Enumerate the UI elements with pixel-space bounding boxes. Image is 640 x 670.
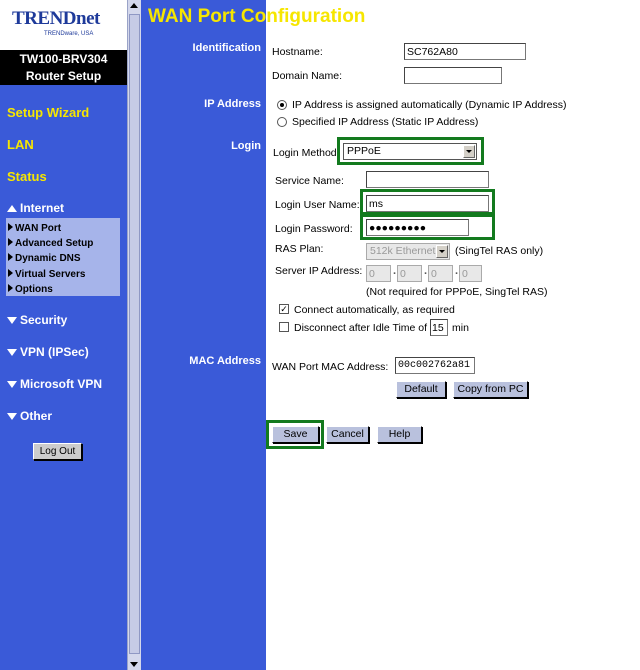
server-ip-octet-2[interactable] (397, 265, 422, 282)
ras-plan-note: (SingTel RAS only) (455, 245, 544, 257)
section-mac-address: MAC Address (189, 355, 261, 367)
nav-status[interactable]: Status (7, 169, 47, 184)
triangle-right-icon (8, 253, 13, 261)
ip-static-label: Specified IP Address (Static IP Address) (292, 116, 479, 128)
triangle-right-icon (8, 269, 13, 277)
save-button[interactable]: Save (272, 426, 319, 443)
logo-tagline: TRENDware, USA (44, 31, 94, 37)
login-method-select[interactable] (343, 143, 477, 160)
submenu-advanced-setup[interactable] (8, 236, 120, 251)
help-button[interactable]: Help (377, 426, 422, 443)
scroll-thumb[interactable] (129, 14, 140, 654)
idle-time-input[interactable] (430, 319, 448, 336)
model-box (0, 50, 127, 85)
chevron-down-icon (436, 245, 448, 258)
nav-security[interactable] (7, 313, 67, 327)
submenu-label: Dynamic DNS (15, 253, 81, 265)
section-login: Login (231, 140, 261, 152)
submenu-label: Advanced Setup (15, 238, 94, 250)
ras-plan-select[interactable] (366, 243, 450, 260)
submenu-wan-port[interactable] (8, 221, 120, 236)
submenu-label: Virtual Servers (15, 268, 86, 280)
login-method-label: Login Method: (273, 147, 340, 159)
triangle-down-icon (7, 413, 17, 420)
nav-setup-wizard[interactable]: Setup Wizard (7, 105, 90, 120)
server-ip-label: Server IP Address: (275, 265, 363, 277)
cancel-button[interactable]: Cancel (326, 426, 369, 443)
connect-auto-checkbox[interactable]: ✓ (280, 304, 288, 314)
section-ip-address: IP Address (204, 98, 261, 110)
ip-auto-label: IP Address is assigned automatically (Dynamic IP Address) (292, 99, 567, 111)
login-password-label: Login Password: (275, 223, 353, 235)
submenu-virtual-servers[interactable] (8, 267, 120, 282)
idle-disconnect-label: Disconnect after Idle Time of (294, 322, 428, 334)
nav-msvpn-label: Microsoft VPN (20, 377, 103, 391)
mac-address-label: WAN Port MAC Address: (272, 361, 389, 373)
nav-internet[interactable] (7, 201, 64, 215)
sidebar (0, 0, 127, 670)
server-ip-octet-4[interactable] (459, 265, 482, 282)
login-username-input[interactable] (366, 195, 489, 212)
nav-internet-label: Internet (20, 201, 65, 215)
triangle-down-icon (7, 317, 17, 324)
ip-auto-radio[interactable] (277, 100, 287, 110)
server-ip-octet-1[interactable] (366, 265, 391, 282)
sidebar-scrollbar[interactable] (127, 0, 141, 670)
service-name-label: Service Name: (275, 175, 344, 187)
model-subtitle: Router Setup (25, 69, 102, 83)
triangle-up-icon (7, 205, 17, 212)
ras-plan-label: RAS Plan: (275, 243, 324, 255)
ip-separator: · (455, 268, 459, 280)
chevron-down-icon (463, 145, 475, 158)
login-username-label: Login User Name: (275, 199, 360, 211)
triangle-down-icon (7, 381, 17, 388)
domain-name-input[interactable] (404, 67, 502, 84)
default-mac-button[interactable]: Default (396, 381, 446, 398)
ip-separator: · (424, 268, 428, 280)
logo-text: TRENDnet (12, 8, 100, 29)
submenu-label: WAN Port (15, 223, 62, 234)
nav-other-label: Other (20, 409, 53, 423)
page-title: WAN Port Configuration (148, 6, 366, 27)
nav-microsoft-vpn[interactable] (7, 377, 102, 391)
triangle-right-icon (8, 223, 13, 231)
section-identification: Identification (192, 42, 261, 54)
login-password-input[interactable] (366, 219, 469, 236)
nav-other[interactable] (7, 409, 52, 423)
ip-separator: · (393, 268, 397, 280)
ip-static-radio[interactable] (277, 117, 287, 127)
connect-auto-label: Connect automatically, as required (294, 304, 455, 316)
nav-vpn-label: VPN (IPSec) (20, 345, 89, 359)
triangle-right-icon (8, 284, 13, 292)
ras-plan-value: 512k Ethernet (370, 245, 436, 257)
idle-time-unit: min (452, 322, 469, 334)
model-name: TW100-BRV304 (19, 52, 108, 66)
mac-address-input[interactable] (395, 357, 475, 374)
nav-lan[interactable]: LAN (7, 137, 34, 152)
hostname-input[interactable] (404, 43, 526, 60)
scroll-down-icon[interactable] (130, 662, 138, 667)
server-ip-octet-3[interactable] (428, 265, 453, 282)
server-ip-note: (Not required for PPPoE, SingTel RAS) (366, 286, 548, 298)
hostname-label: Hostname: (272, 46, 323, 58)
triangle-down-icon (7, 349, 17, 356)
submenu-label: Options (15, 283, 53, 295)
nav-vpn-ipsec[interactable] (7, 345, 89, 359)
idle-disconnect-checkbox[interactable] (279, 322, 289, 332)
logo (0, 0, 127, 50)
internet-submenu (6, 218, 120, 296)
logout-button[interactable]: Log Out (33, 443, 82, 460)
scroll-up-icon[interactable] (130, 3, 138, 8)
submenu-options[interactable] (8, 282, 120, 297)
triangle-right-icon (8, 238, 13, 246)
nav-security-label: Security (20, 313, 68, 327)
domain-name-label: Domain Name: (272, 70, 343, 82)
copy-from-pc-button[interactable]: Copy from PC (453, 381, 528, 398)
submenu-dynamic-dns[interactable] (8, 251, 120, 266)
login-method-value: PPPoE (347, 145, 381, 157)
service-name-input[interactable] (366, 171, 489, 188)
